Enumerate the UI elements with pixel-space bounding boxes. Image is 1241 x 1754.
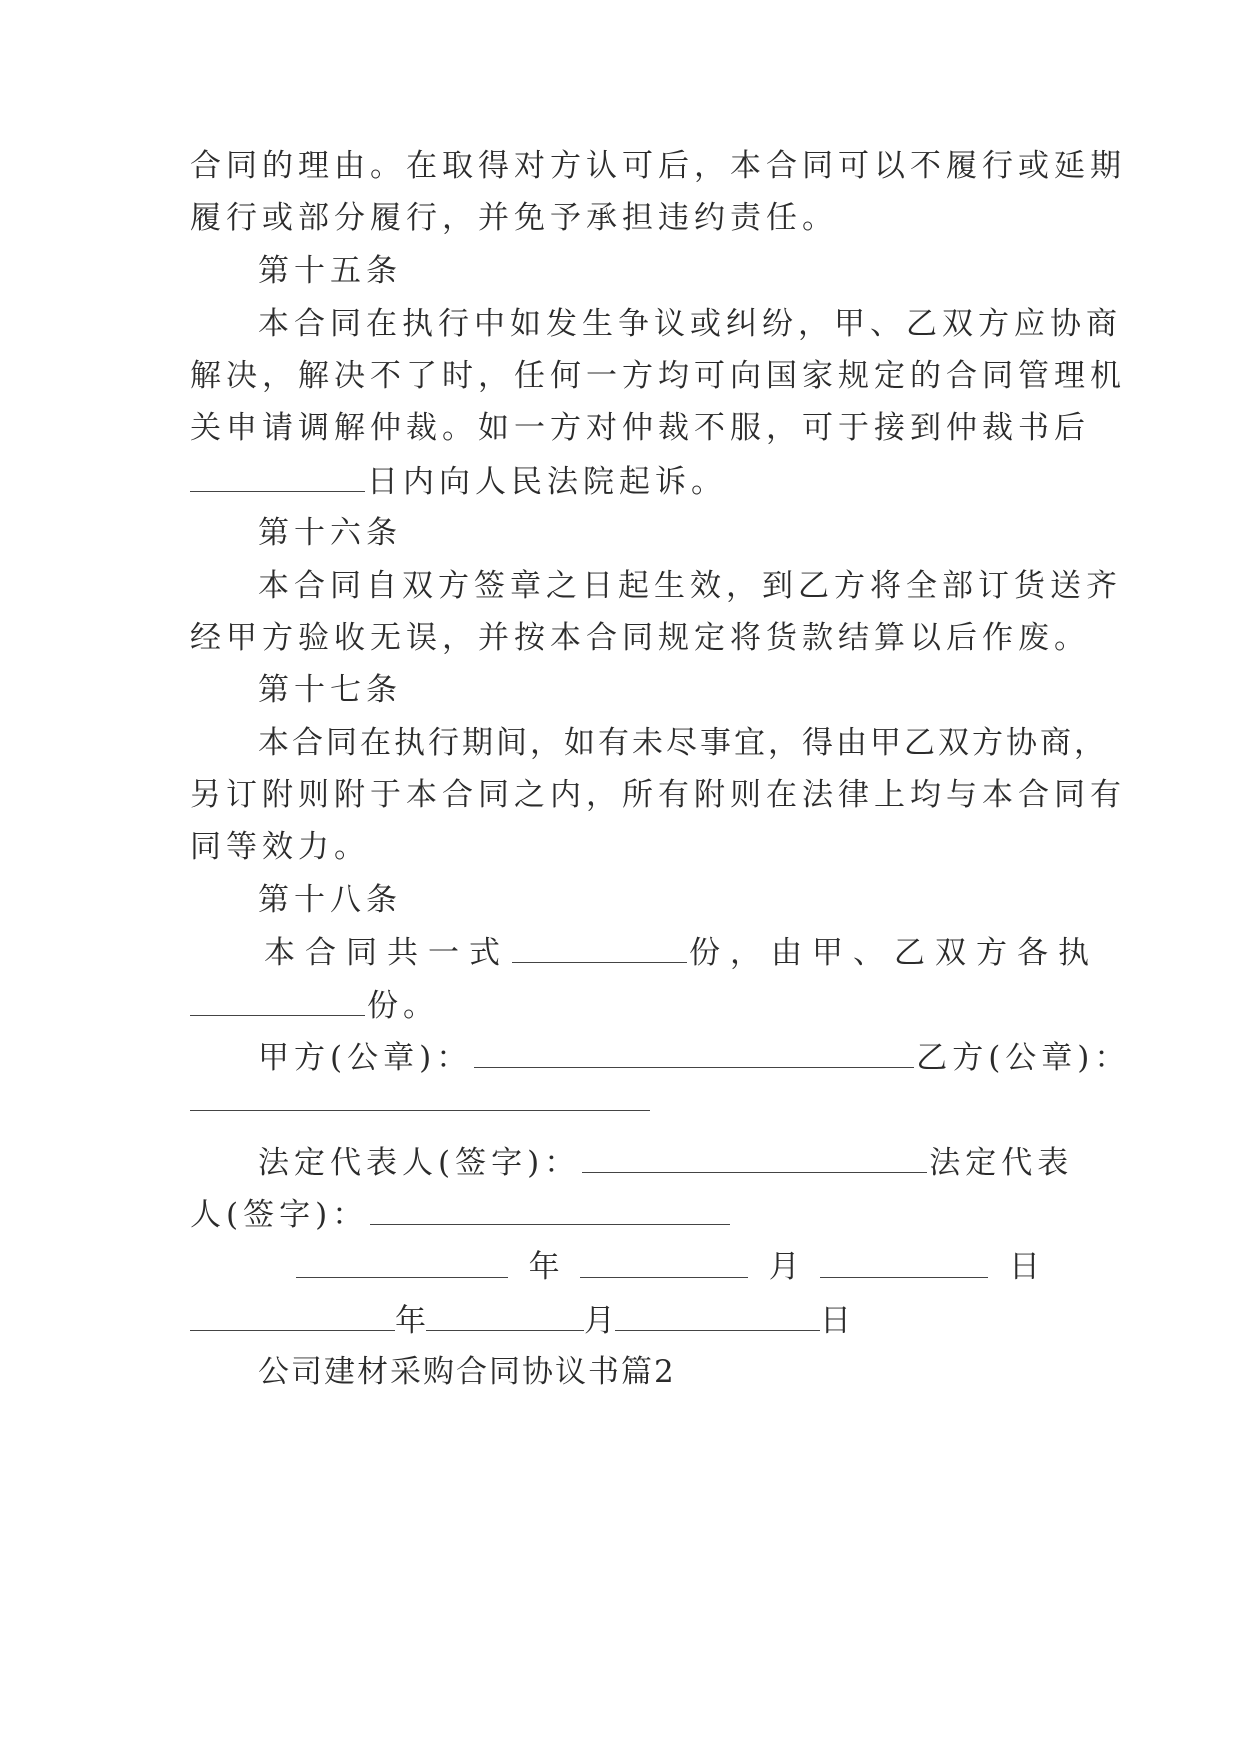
month-label: 月 xyxy=(768,1249,800,1285)
rep-a-label: 法定代表人(签字)： xyxy=(258,1145,581,1181)
party-a-label: 甲方(公章)： xyxy=(258,1040,473,1076)
representative-line xyxy=(190,1194,1060,1235)
blank-copies-each-field[interactable] xyxy=(190,985,365,1016)
date-b-month-field[interactable] xyxy=(426,1300,584,1331)
rep-b-label: 人(签字)： xyxy=(190,1197,369,1233)
date-b-year-field[interactable] xyxy=(190,1300,395,1331)
party-b-seal-field[interactable] xyxy=(190,1110,650,1111)
paragraph-line: 另订附则附于本合同之内，所有附则在法律上均与本合同有 xyxy=(190,777,1126,813)
paragraph-line xyxy=(264,932,1099,973)
rep-b-label: 法定代表 xyxy=(929,1145,1074,1181)
paragraph-line xyxy=(190,985,1060,1026)
date-b-day-field[interactable] xyxy=(615,1300,820,1331)
date-line-b xyxy=(190,1300,1060,1341)
paragraph-line: 关申请调解仲裁。如一方对仲裁不服，可于接到仲裁书后 xyxy=(190,410,1090,446)
paragraph-line: 解决，解决不了时，任何一方均可向国家规定的合同管理机 xyxy=(190,358,1126,394)
paragraph-text: 份。 xyxy=(367,988,439,1024)
representative-line xyxy=(258,1142,1074,1183)
paragraph-line: 本合同在执行期间，如有未尽事宜，得由甲乙双方协商， xyxy=(258,725,1108,761)
article-heading: 第十七条 xyxy=(258,672,402,708)
article-heading: 第十五条 xyxy=(258,253,402,289)
paragraph-text: 日内向人民法院起诉。 xyxy=(367,464,727,500)
date-a-day-field[interactable] xyxy=(820,1247,988,1278)
party-seal-line xyxy=(258,1037,1131,1078)
date-a-month-field[interactable] xyxy=(580,1247,748,1278)
article-heading: 第十八条 xyxy=(258,882,402,918)
blank-copies-total-field[interactable] xyxy=(512,932,687,963)
paragraph-line: 同等效力。 xyxy=(190,829,370,865)
paragraph-line: 履行或部分履行，并免予承担违约责任。 xyxy=(190,200,838,236)
rep-a-signature-field[interactable] xyxy=(582,1142,927,1173)
paragraph-line: 经甲方验收无误，并按本合同规定将货款结算以后作废。 xyxy=(190,620,1090,656)
date-line-a xyxy=(296,1247,1040,1287)
date-a-year-field[interactable] xyxy=(296,1247,508,1278)
month-label: 月 xyxy=(584,1303,615,1339)
year-label: 年 xyxy=(528,1249,560,1285)
paragraph-line xyxy=(190,461,1060,502)
paragraph-text: 份，由甲、乙双方各执 xyxy=(689,935,1099,971)
day-label: 日 xyxy=(1008,1249,1040,1285)
paragraph-text: 本合同共一式 xyxy=(264,935,510,971)
paragraph-line: 本合同在执行中如发生争议或纠纷，甲、乙双方应协商 xyxy=(258,306,1122,342)
party-a-seal-field[interactable] xyxy=(474,1037,914,1068)
section-title: 公司建材采购合同协议书篇2 xyxy=(258,1354,676,1390)
blank-days-field[interactable] xyxy=(190,461,365,492)
paragraph-line: 本合同自双方签章之日起生效，到乙方将全部订货送齐 xyxy=(258,568,1122,604)
party-b-label: 乙方(公章)： xyxy=(916,1040,1131,1076)
year-label: 年 xyxy=(395,1303,426,1339)
article-heading: 第十六条 xyxy=(258,515,402,551)
day-label: 日 xyxy=(820,1303,851,1339)
paragraph-line: 合同的理由。在取得对方认可后，本合同可以不履行或延期 xyxy=(190,148,1126,184)
rep-b-signature-field[interactable] xyxy=(370,1194,730,1225)
